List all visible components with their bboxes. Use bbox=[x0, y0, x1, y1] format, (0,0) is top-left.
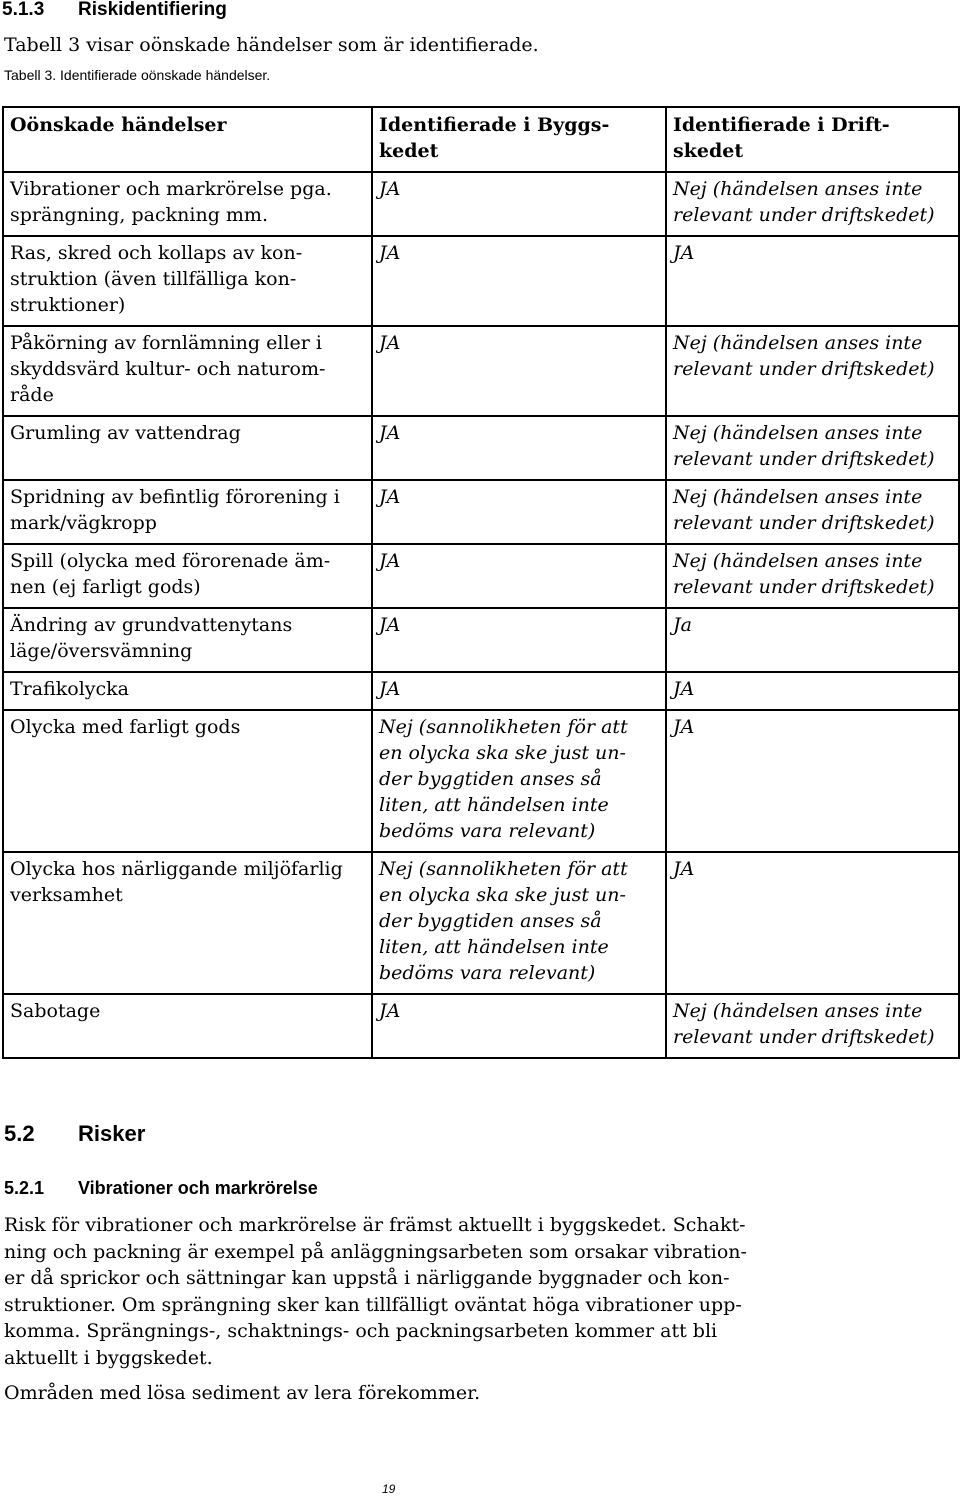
construction-phase-cell: JA bbox=[372, 544, 666, 608]
table-row bbox=[3, 672, 959, 710]
operation-phase-cell: JA bbox=[666, 672, 959, 710]
event-cell: Påkörning av fornlämning eller i skyddsvärd kultur- och naturom- råde bbox=[3, 326, 372, 416]
table-body bbox=[3, 172, 959, 1058]
intro-text: Tabell 3 visar oönskade händelser som är identifierade. bbox=[4, 34, 539, 56]
table-row bbox=[3, 544, 959, 608]
table-row bbox=[3, 326, 959, 416]
section-title: Riskidentifiering bbox=[78, 0, 227, 20]
event-cell: Spridning av befintlig förorening i mark/vägkropp bbox=[3, 480, 372, 544]
event-cell: Grumling av vattendrag bbox=[3, 416, 372, 480]
event-cell: Sabotage bbox=[3, 994, 372, 1058]
header-construction: Identifierade i Byggs- kedet bbox=[372, 107, 666, 172]
event-cell: Trafikolycka bbox=[3, 672, 372, 710]
operation-phase-cell: Ja bbox=[666, 608, 959, 672]
table-row bbox=[3, 416, 959, 480]
table-row bbox=[3, 608, 959, 672]
risk-table bbox=[2, 106, 960, 1059]
paragraph-sediment: Områden med lösa sediment av lera förekommer. bbox=[4, 1382, 481, 1404]
event-cell: Olycka hos närliggande miljöfarlig verksamhet bbox=[3, 852, 372, 994]
event-cell: Ras, skred och kollaps av kon- struktion (även tillfälliga kon- struktioner) bbox=[3, 236, 372, 326]
section2-heading bbox=[4, 1122, 145, 1146]
page-number: 19 bbox=[382, 1482, 396, 1496]
section-heading bbox=[2, 0, 227, 20]
subsection-number: 5.2.1 bbox=[4, 1178, 45, 1198]
event-cell: Ändring av grundvattenytans läge/översvämning bbox=[3, 608, 372, 672]
operation-phase-cell: JA bbox=[666, 852, 959, 994]
operation-phase-cell: Nej (händelsen anses inte relevant under driftskedet) bbox=[666, 480, 959, 544]
operation-phase-cell: JA bbox=[666, 710, 959, 852]
subsection-heading bbox=[4, 1178, 318, 1198]
header-operation: Identifierade i Drift- skedet bbox=[666, 107, 959, 172]
operation-phase-cell: Nej (händelsen anses inte relevant under driftskedet) bbox=[666, 172, 959, 236]
construction-phase-cell: Nej (sannolikheten för att en olycka ska ske just un- der byggtiden anses så liten, att händelsen inte bedöms vara relevant) bbox=[372, 852, 666, 994]
construction-phase-cell: JA bbox=[372, 608, 666, 672]
construction-phase-cell: JA bbox=[372, 994, 666, 1058]
table-row bbox=[3, 480, 959, 544]
construction-phase-cell: JA bbox=[372, 672, 666, 710]
construction-phase-cell: JA bbox=[372, 480, 666, 544]
event-cell: Olycka med farligt gods bbox=[3, 710, 372, 852]
table-row bbox=[3, 172, 959, 236]
operation-phase-cell: JA bbox=[666, 236, 959, 326]
table-row bbox=[3, 994, 959, 1058]
event-cell: Spill (olycka med förorenade äm- nen (ej farligt gods) bbox=[3, 544, 372, 608]
construction-phase-cell: JA bbox=[372, 236, 666, 326]
construction-phase-cell: Nej (sannolikheten för att en olycka ska ske just un- der byggtiden anses så liten, att händelsen inte bedöms vara relevant) bbox=[372, 710, 666, 852]
table-header-row bbox=[3, 107, 959, 172]
table-row bbox=[3, 710, 959, 852]
section2-title: Risker bbox=[78, 1121, 146, 1146]
table-row bbox=[3, 852, 959, 994]
event-cell: Vibrationer och markrörelse pga. sprängning, packning mm. bbox=[3, 172, 372, 236]
section2-number: 5.2 bbox=[4, 1121, 35, 1146]
table-caption: Tabell 3. Identifierade oönskade händelser. bbox=[4, 67, 271, 83]
construction-phase-cell: JA bbox=[372, 326, 666, 416]
subsection-title: Vibrationer och markrörelse bbox=[78, 1178, 318, 1198]
operation-phase-cell: Nej (händelsen anses inte relevant under driftskedet) bbox=[666, 416, 959, 480]
construction-phase-cell: JA bbox=[372, 416, 666, 480]
operation-phase-cell: Nej (händelsen anses inte relevant under driftskedet) bbox=[666, 994, 959, 1058]
section-number: 5.1.3 bbox=[2, 0, 45, 20]
operation-phase-cell: Nej (händelsen anses inte relevant under driftskedet) bbox=[666, 544, 959, 608]
header-event: Oönskade händelser bbox=[3, 107, 372, 172]
operation-phase-cell: Nej (händelsen anses inte relevant under driftskedet) bbox=[666, 326, 959, 416]
paragraph-vibrations: Risk för vibrationer och markrörelse är främst aktuellt i byggskedet. Schakt- ning och packning är exempel på anläggningsarbeten som orsakar vibration- er då sprickor och sättningar kan uppstå i närliggande byggnader och kon- struktioner. Om sprängning sker kan tillfälligt oväntat höga vibrationer upp- komma. Sprängnings-, schaktnings- och packningsarbeten kommer att bli aktuellt i byggskedet. bbox=[4, 1214, 747, 1369]
construction-phase-cell: JA bbox=[372, 172, 666, 236]
table-row bbox=[3, 236, 959, 326]
